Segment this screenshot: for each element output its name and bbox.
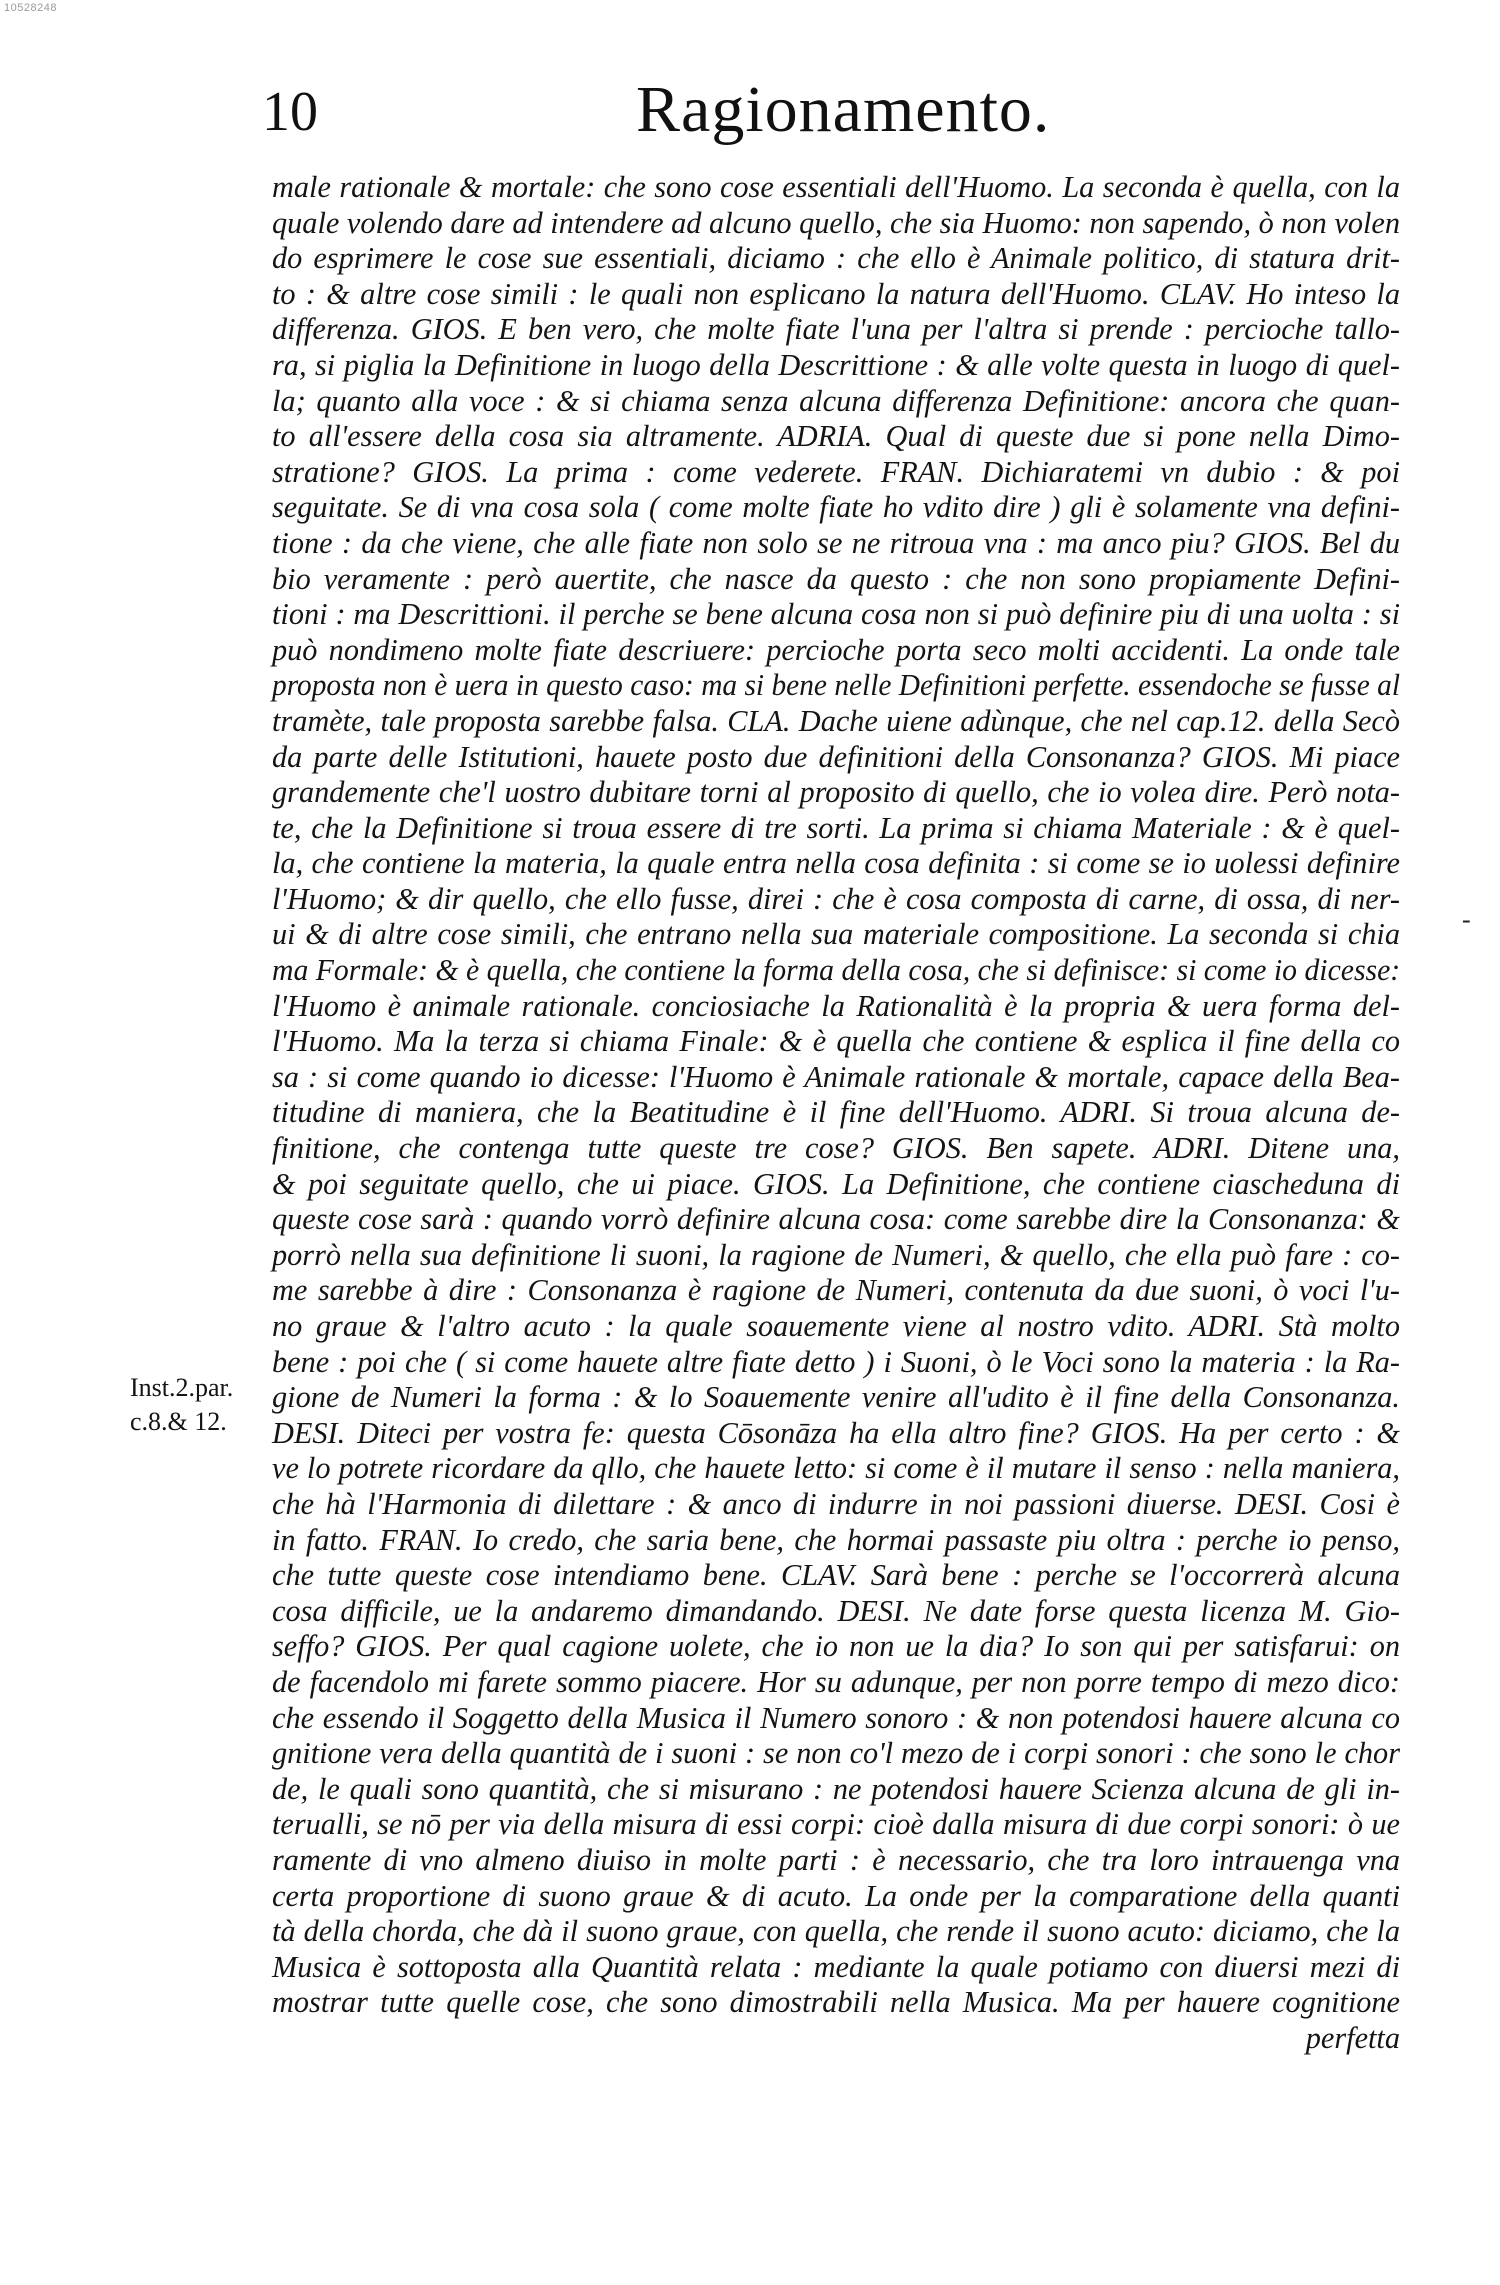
text-line: differenza. GIOS. E ben vero, che molte fiate l'una per l'altra si prende : percioche tallo- bbox=[272, 312, 1400, 347]
text-line: me sarebbe à dire : Consonanza è ragione de Numeri, contenuta da due suoni, ò voci l'u- bbox=[272, 1273, 1400, 1308]
body-text bbox=[272, 170, 1400, 2056]
text-line: la, che contiene la materia, la quale entra nella cosa definita : si come se io uolessi definire bbox=[272, 846, 1400, 881]
text-line: seffo? GIOS. Per qual cagione uolete, che io non ue la dia? Io son qui per satisfarui: on bbox=[272, 1629, 1400, 1664]
text-line: bio veramente : però auertite, che nasce da questo : che non sono propiamente Defini- bbox=[272, 561, 1400, 596]
margin-mark: - bbox=[1462, 905, 1471, 934]
text-line: ve lo potrete ricordare da qllo, che hauete letto: si come è il mutare il senso : nella maniera, bbox=[272, 1451, 1400, 1486]
text-line: che tutte queste cose intendiamo bene. CLAV. Sarà bene : perche se l'occorrerà alcuna bbox=[272, 1558, 1400, 1593]
text-line: ui & di altre cose simili, che entrano nella sua materiale compositione. La seconda si chia bbox=[272, 917, 1400, 952]
text-line: te, che la Definitione si troua essere di tre sorti. La prima si chiama Materiale : & è quel- bbox=[272, 810, 1400, 845]
margin-note-line: Inst.2.par. bbox=[130, 1373, 234, 1402]
text-line: può nondimeno molte fiate descriuere: percioche porta seco molti accidenti. La onde tale bbox=[272, 632, 1400, 667]
text-line: & poi seguitate quello, che ui piace. GIOS. La Definitione, che contiene ciascheduna di bbox=[272, 1166, 1400, 1201]
text-line: gnitione vera della quantità de i suoni : se non co'l mezo de i corpi sonori : che sono le chor bbox=[272, 1736, 1400, 1771]
text-line: tioni : ma Descrittioni. il perche se bene alcuna cosa non si può definire piu di una uolta : si bbox=[272, 597, 1400, 632]
text-line: DESI. Diteci per vostra fe: questa Cōsonāza ha ella altro fine? GIOS. Ha per certo : & bbox=[272, 1415, 1400, 1450]
text-line: de, le quali sono quantità, che si misurano : ne potendosi hauere Scienza alcuna de gli in- bbox=[272, 1771, 1400, 1806]
text-line: certa proportione di suono graue & di acuto. La onde per la comparatione della quanti bbox=[272, 1878, 1400, 1913]
text-line: queste cose sarà : quando vorrò definire alcuna cosa: come sarebbe dire la Consonanza: & bbox=[272, 1202, 1400, 1237]
text-line: stratione? GIOS. La prima : come vederete. FRAN. Dichiaratemi vn dubio : & poi bbox=[272, 454, 1400, 489]
text-line: ramente di vno almeno diuiso in molte parti : è necessario, che tra loro intrauenga vna bbox=[272, 1842, 1400, 1877]
text-line: seguitate. Se di vna cosa sola ( come molte fiate ho vdito dire ) gli è solamente vna defini- bbox=[272, 490, 1400, 525]
text-line: ma Formale: & è quella, che contiene la forma della cosa, che si definisce: si come io dicesse: bbox=[272, 953, 1401, 988]
text-line: to : & altre cose simili : le quali non esplicano la natura dell'Huomo. CLAV. Ho inteso la bbox=[272, 276, 1400, 311]
text-line: gione de Numeri la forma : & lo Soauemente venire all'udito è il fine della Consonanza. bbox=[272, 1380, 1400, 1415]
margin-note-line: c.8.& 12. bbox=[130, 1407, 227, 1436]
text-line: tramète, tale proposta sarebbe falsa. CLA. Dache uiene adùnque, che nel cap.12. della Secò bbox=[272, 703, 1400, 738]
text-line: che hà l'Harmonia di dilettare : & anco di indurre in noi passioni diuerse. DESI. Cosi è bbox=[272, 1486, 1400, 1521]
text-line: l'Huomo; & dir quello, che ello fusse, direi : che è cosa composta di carne, di ossa, di ner- bbox=[272, 881, 1400, 916]
text-line: porrò nella sua definitione li suoni, la ragione de Numeri, & quello, che ella può fare : co- bbox=[272, 1237, 1400, 1272]
library-stamp: 10528248 bbox=[4, 2, 57, 14]
text-line: finitione, che contenga tutte queste tre cose? GIOS. Ben sapete. ADRI. Ditene una, bbox=[272, 1131, 1400, 1166]
text-line: l'Huomo è animale rationale. conciosiache la Rationalità è la propria & uera forma del- bbox=[272, 988, 1400, 1023]
text-line: sa : si come quando io dicesse: l'Huomo è Animale rationale & mortale, capace della Bea- bbox=[272, 1059, 1400, 1094]
text-line: tà della chorda, che dà il suono graue, con quella, che rende il suono acuto: diciamo, che la bbox=[272, 1914, 1400, 1949]
text-line: che essendo il Soggetto della Musica il Numero sonoro : & non potendosi hauere alcuna co bbox=[272, 1700, 1400, 1735]
text-line: male rationale & mortale: che sono cose essentiali dell'Huomo. La seconda è quella, con la bbox=[272, 170, 1400, 204]
text-line: l'Huomo. Ma la terza si chiama Finale: & è quella che contiene & esplica il fine della co bbox=[272, 1024, 1400, 1059]
running-title: Ragionamento. bbox=[636, 73, 1051, 146]
text-line: quale volendo dare ad intendere ad alcuno quello, che sia Huomo: non sapendo, ò non volen bbox=[272, 205, 1400, 240]
text-line: terualli, se nō per via della misura di essi corpi: cioè dalla misura di due corpi sonori: ò ue bbox=[272, 1807, 1400, 1842]
text-line: la; quanto alla voce : & si chiama senza alcuna differenza Definitione: ancora che quan- bbox=[272, 383, 1400, 418]
text-line: no graue & l'altro acuto : la quale soauemente viene al nostro vdito. ADRI. Stà molto bbox=[272, 1309, 1400, 1343]
text-line: tione : da che viene, che alle fiate non solo se ne ritroua vna : ma anco piu? GIOS. Bel du bbox=[272, 525, 1400, 560]
text-line: do esprimere le cose sue essentiali, diciamo : che ello è Animale politico, di statura drit- bbox=[272, 241, 1400, 276]
text-line: in fatto. FRAN. Io credo, che saria bene, che hormai passaste piu oltra : perche io penso, bbox=[272, 1522, 1400, 1557]
text-line: proposta non è uera in questo caso: ma si bene nelle Definitioni perfette. essendoche se fusse al bbox=[272, 668, 1400, 703]
page-number: 10 bbox=[262, 81, 318, 143]
text-line: ra, si piglia la Definitione in luogo della Descrittione : & alle volte questa in luogo di quel- bbox=[272, 347, 1400, 382]
text-line: to all'essere della cosa sia altramente. ADRIA. Qual di queste due si pone nella Dimo- bbox=[272, 419, 1400, 454]
catchword: perfetta bbox=[1305, 2020, 1400, 2055]
text-line: titudine di maniera, che la Beatitudine è il fine dell'Huomo. ADRI. Si troua alcuna de- bbox=[272, 1095, 1400, 1130]
text-line: de facendolo mi farete sommo piacere. Hor su adunque, per non porre tempo di mezo dico: bbox=[272, 1664, 1400, 1699]
text-line: Musica è sottoposta alla Quantità relata : mediante la quale potiamo con diuersi mezi di bbox=[272, 1949, 1400, 1984]
text-line: grandemente che'l uostro dubitare torni al proposito di quello, che io volea dire. Però nota- bbox=[272, 775, 1400, 810]
text-line: cosa difficile, ue la andaremo dimandando. DESI. Ne date forse questa licenza M. Gio- bbox=[272, 1593, 1400, 1628]
text-line: bene : poi che ( si come hauete altre fiate detto ) i Suoni, ò le Voci sono la materia : la Ra- bbox=[272, 1344, 1400, 1379]
text-line: mostrar tutte quelle cose, che sono dimostrabili nella Musica. Ma per hauere cognitione bbox=[272, 1985, 1400, 2020]
margin-note bbox=[130, 1371, 270, 1439]
text-line: da parte delle Istitutioni, hauete posto due definitioni della Consonanza? GIOS. Mi piace bbox=[272, 739, 1400, 774]
